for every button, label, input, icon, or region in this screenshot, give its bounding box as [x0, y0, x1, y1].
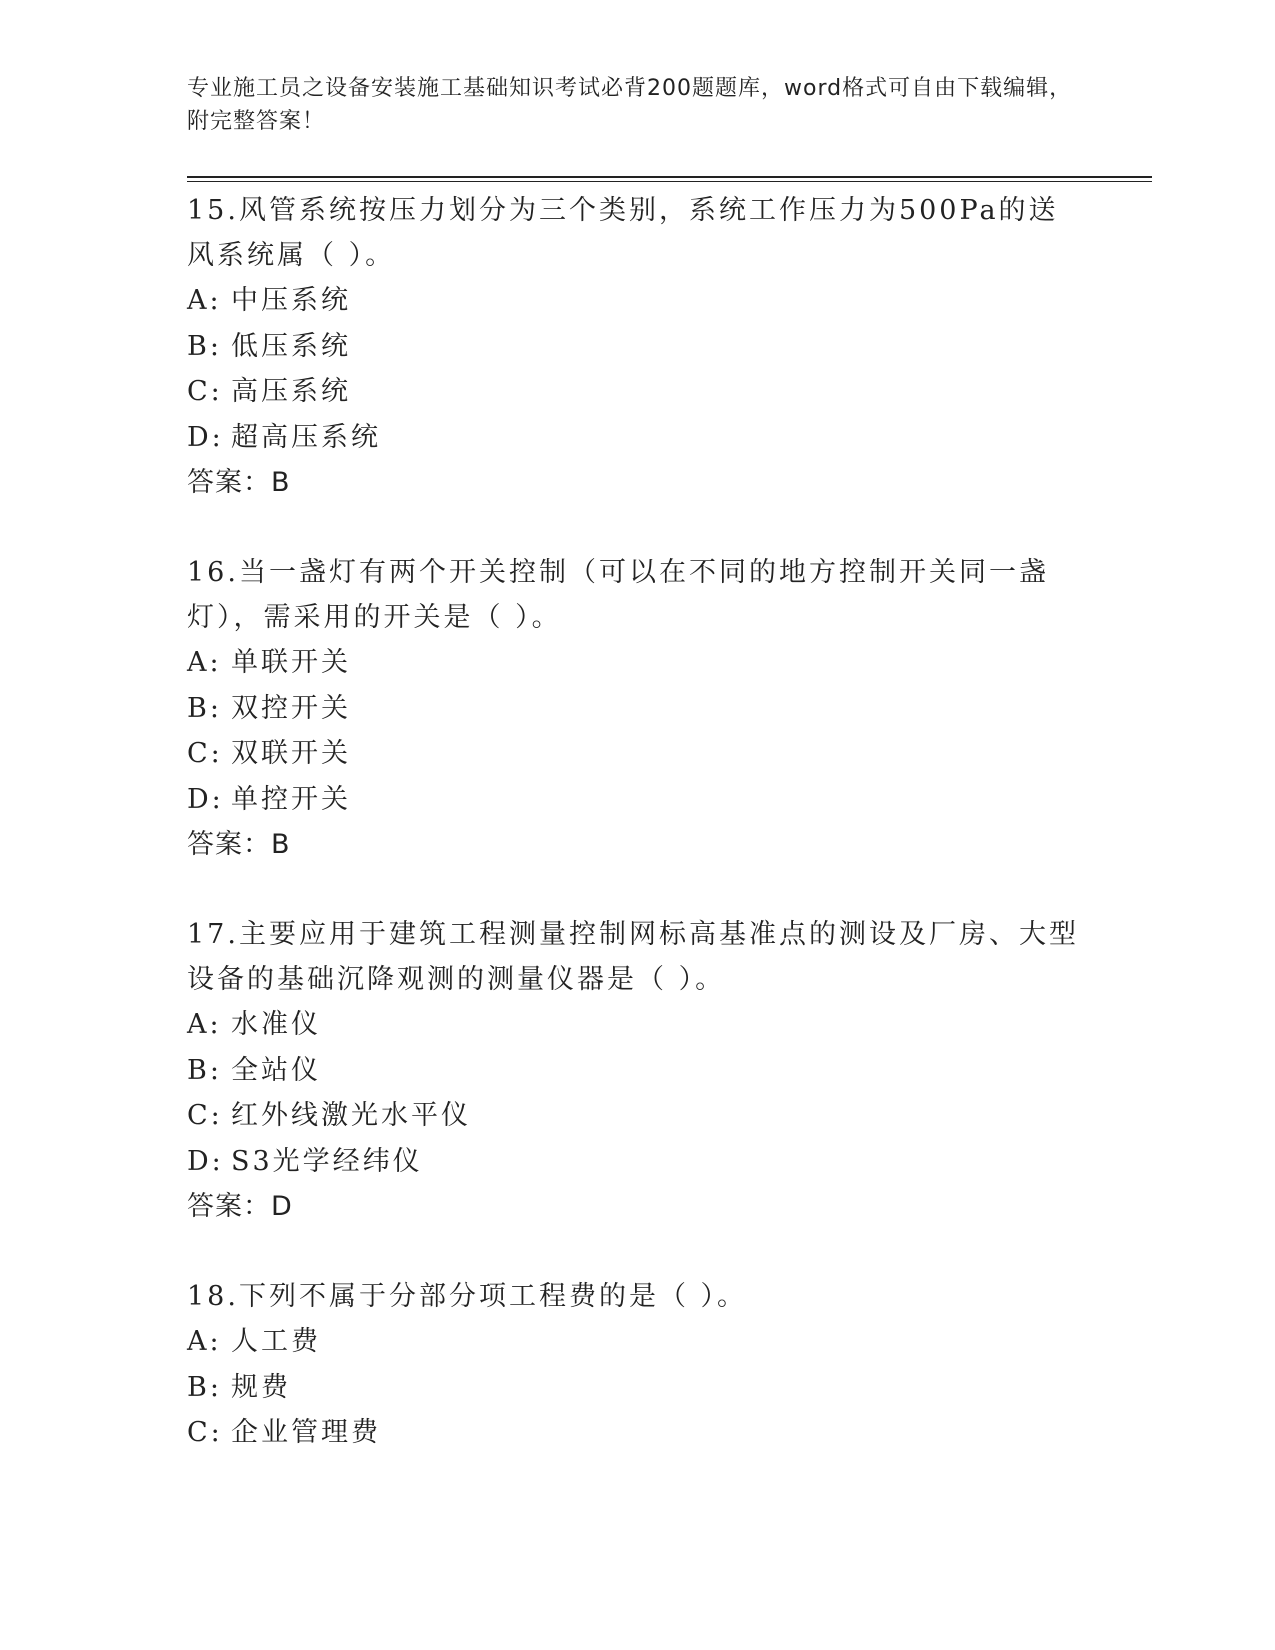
option-text: 全站仪	[231, 1054, 321, 1086]
option-c	[187, 369, 1087, 415]
answer-label: 答案：B	[187, 829, 291, 860]
option-letter: B:	[187, 1054, 222, 1086]
option-d	[187, 1139, 1087, 1185]
header-rule	[187, 176, 1152, 178]
option-text: 低压系统	[231, 330, 351, 362]
question-number: 16.	[187, 557, 239, 588]
option-letter: C:	[187, 1100, 223, 1131]
option-letter: B:	[187, 330, 222, 362]
question-stem	[187, 1274, 1087, 1319]
question-15	[187, 188, 1087, 505]
question-stem	[187, 912, 1087, 1002]
option-a	[187, 1319, 1087, 1365]
option-letter: C:	[187, 1417, 223, 1448]
option-letter: D:	[187, 783, 224, 815]
option-text: 规费	[231, 1371, 291, 1403]
question-number: 18.	[187, 1281, 239, 1312]
option-text: 高压系统	[231, 376, 351, 407]
question-text: 主要应用于建筑工程测量控制网标高基准点的测设及厂房、大型设备的基础沉降观测的测量仪器是（ ）。	[187, 919, 1079, 995]
option-letter: A:	[187, 1326, 222, 1357]
option-text: 水准仪	[231, 1009, 321, 1040]
option-b	[187, 1048, 1087, 1094]
option-letter: A:	[187, 647, 222, 678]
option-text: 双控开关	[231, 692, 351, 724]
question-number: 17.	[187, 919, 239, 950]
option-d	[187, 777, 1087, 823]
question-text: 下列不属于分部分项工程费的是（ ）。	[238, 1281, 748, 1312]
option-text: 人工费	[231, 1326, 321, 1357]
option-text: 中压系统	[231, 285, 351, 316]
option-letter: C:	[187, 376, 223, 407]
question-stem	[187, 188, 1087, 278]
answer-label: 答案：D	[187, 1191, 293, 1222]
option-letter: A:	[187, 285, 222, 316]
document-header: 专业施工员之设备安装施工基础知识考试必背200题题库，word格式可自由下载编辑，附完整答案！	[187, 76, 1073, 134]
question-17	[187, 912, 1087, 1229]
question-list	[187, 188, 1087, 1501]
option-letter: A:	[187, 1009, 222, 1040]
header-rule-thin	[187, 181, 1152, 182]
question-18	[187, 1274, 1087, 1456]
option-b	[187, 686, 1087, 732]
question-16	[187, 550, 1087, 867]
option-text: 超高压系统	[231, 421, 381, 453]
option-text: 单联开关	[231, 647, 351, 678]
option-letter: C:	[187, 738, 223, 769]
question-text: 当一盏灯有两个开关控制（可以在不同的地方控制开关同一盏灯），需采用的开关是（ ）。	[187, 557, 1049, 633]
option-letter: B:	[187, 692, 222, 724]
option-text: 红外线激光水平仪	[231, 1100, 471, 1131]
option-text: S3光学经纬仪	[231, 1145, 423, 1177]
option-c	[187, 1410, 1087, 1456]
question-stem	[187, 550, 1087, 640]
option-letter: D:	[187, 1145, 224, 1177]
option-d	[187, 415, 1087, 461]
option-b	[187, 1365, 1087, 1411]
option-c	[187, 731, 1087, 777]
option-b	[187, 324, 1087, 370]
option-c	[187, 1093, 1087, 1139]
option-text: 单控开关	[231, 783, 351, 815]
question-text: 风管系统按压力划分为三个类别，系统工作压力为500Pa的送风系统属（ ）。	[187, 195, 1059, 271]
option-letter: D:	[187, 421, 224, 453]
option-a	[187, 640, 1087, 686]
option-letter: B:	[187, 1371, 222, 1403]
option-text: 双联开关	[231, 738, 351, 769]
question-number: 15.	[187, 195, 239, 226]
answer-label: 答案：B	[187, 467, 291, 498]
option-a	[187, 278, 1087, 324]
option-text: 企业管理费	[231, 1417, 381, 1448]
option-a	[187, 1002, 1087, 1048]
